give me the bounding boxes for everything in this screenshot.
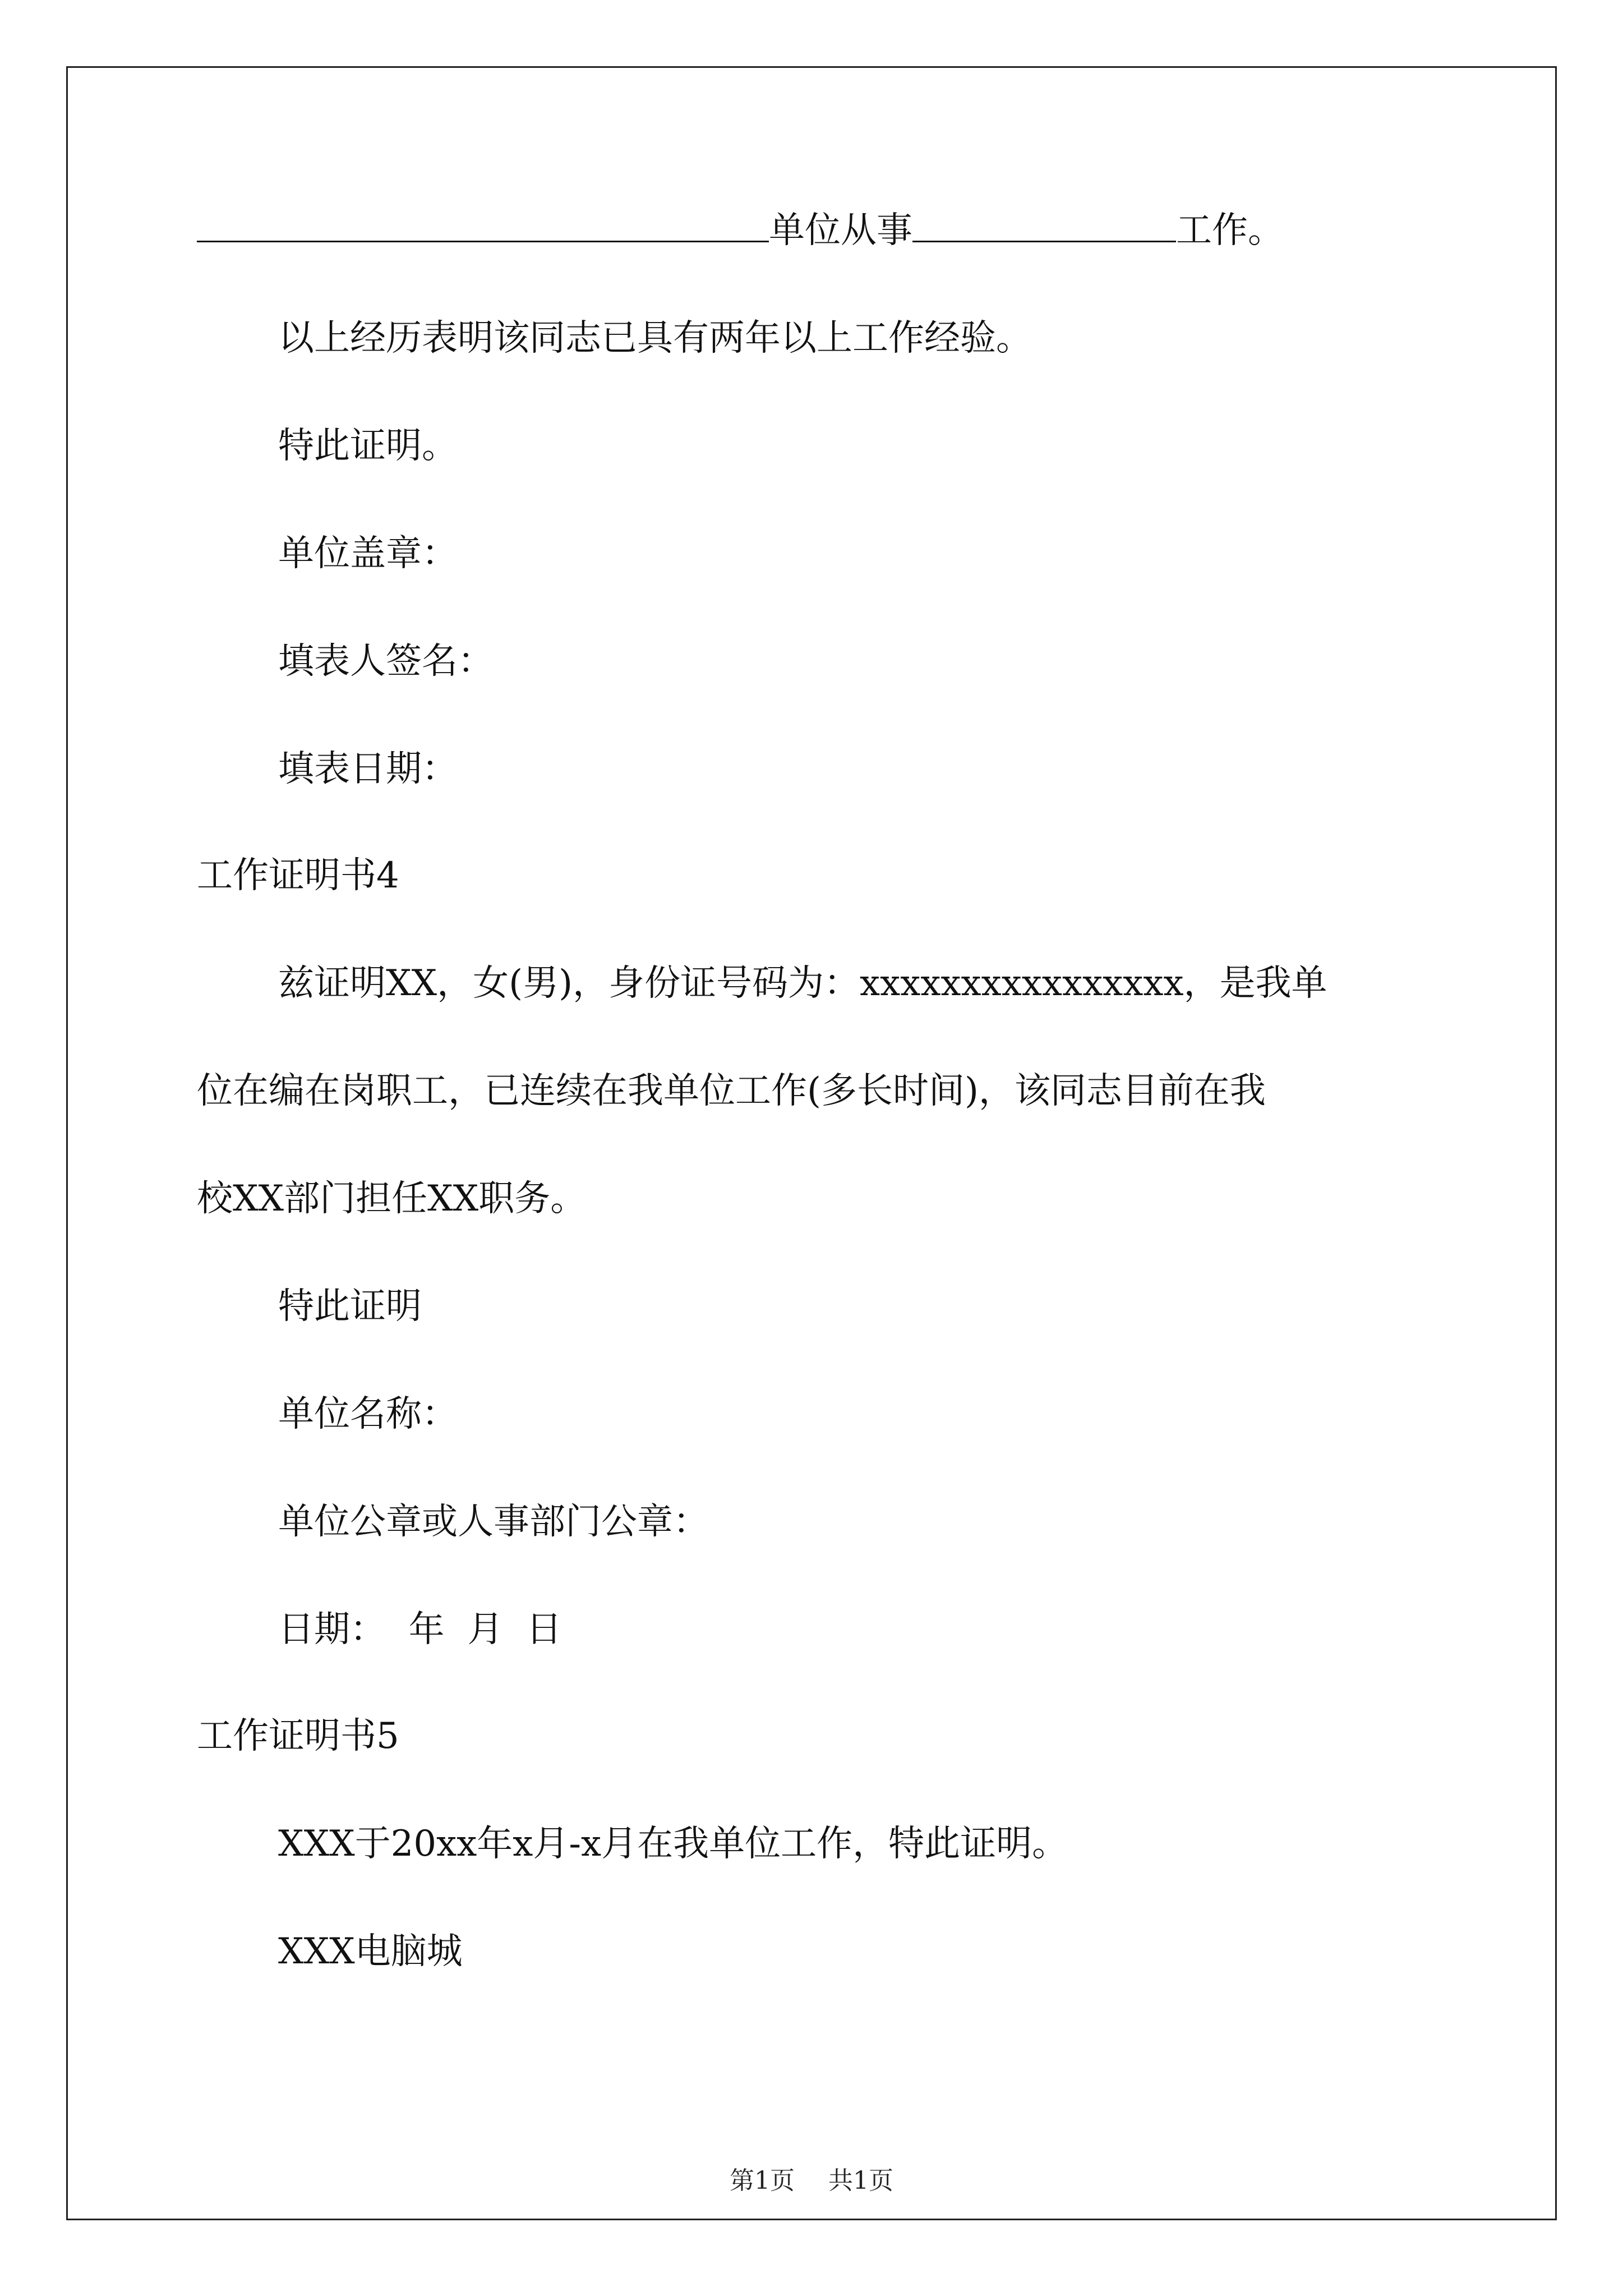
date-label: 日期： 年 月 日 xyxy=(278,1609,562,1650)
certify-statement-4: 特此证明 xyxy=(278,1286,422,1327)
page-total: 共1页 xyxy=(828,2166,893,2195)
body-paragraph-4-line1: 兹证明XX，女(男)，身份证号码为：xxxxxxxxxxxxxxxx，是我单 xyxy=(278,963,1327,1004)
unit-seal-label: 单位盖章： xyxy=(278,533,458,574)
unit-name-label: 单位名称： xyxy=(278,1393,458,1435)
experience-statement: 以上经历表明该同志已具有两年以上工作经验。 xyxy=(278,318,1032,359)
blank-field-work[interactable] xyxy=(912,208,1176,242)
body-paragraph-4-line2: 位在编在岗职工，已连续在我单位工作(多长时间)，该同志目前在我 xyxy=(197,1070,1266,1112)
form-line-unit-work xyxy=(197,208,1284,253)
fill-date-label: 填表日期： xyxy=(278,748,458,790)
section-heading-5: 工作证明书5 xyxy=(197,1715,399,1757)
blank-field-unit[interactable] xyxy=(197,208,769,242)
unit-engaged-text: 单位从事 xyxy=(769,210,912,251)
certify-statement: 特此证明。 xyxy=(278,425,458,467)
page-footer xyxy=(68,2167,1555,2195)
body-paragraph-4-line3: 校XX部门担任XX职务。 xyxy=(197,1178,587,1220)
filler-signature-label: 填表人签名： xyxy=(278,641,494,682)
unit-seal-hr-label: 单位公章或人事部门公章： xyxy=(278,1501,709,1543)
work-period-text: 工作。 xyxy=(1176,210,1284,251)
section-heading-4: 工作证明书4 xyxy=(197,855,399,896)
company-name: XXX电脑城 xyxy=(278,1931,463,1972)
page-border xyxy=(66,66,1557,2220)
body-paragraph-5: XXX于20xx年x月-x月在我单位工作，特此证明。 xyxy=(278,1823,1068,1865)
page-number: 第1页 xyxy=(730,2166,795,2195)
